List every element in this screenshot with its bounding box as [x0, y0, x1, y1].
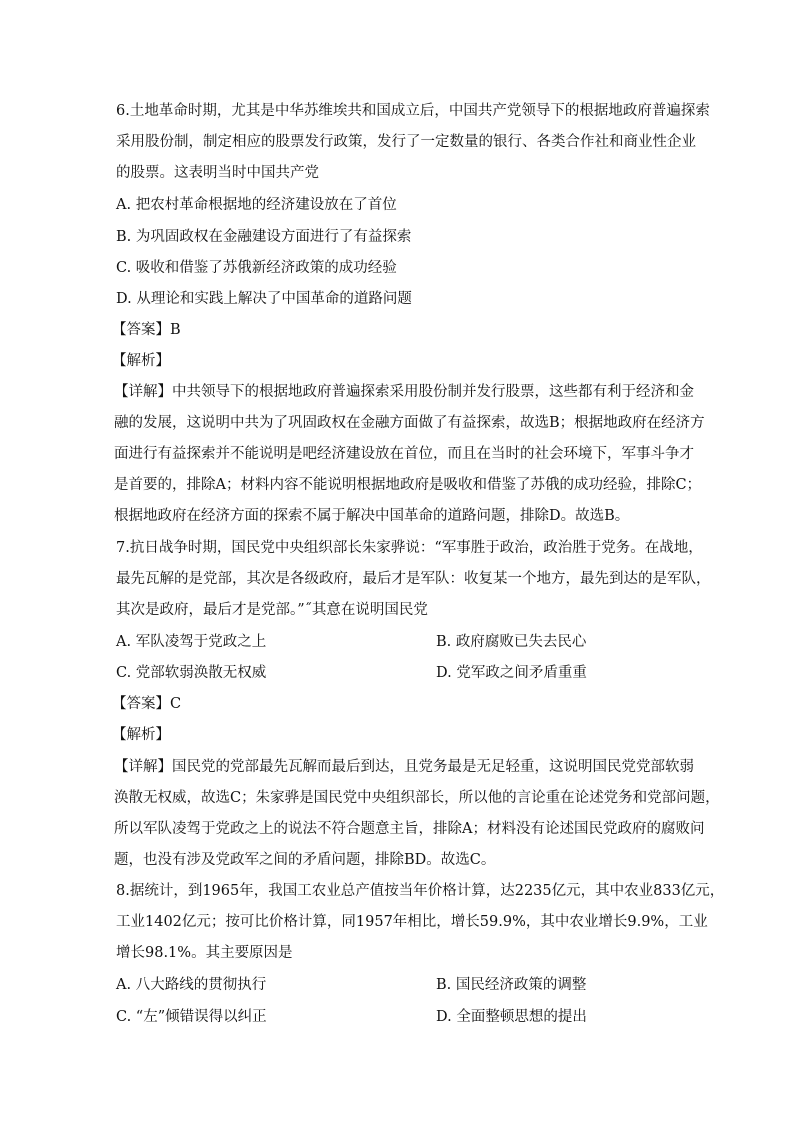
detail-line: 是首要的，排除A；材料内容不能说明根据地政府是吸收和借鉴了苏俄的成功经验，排除C； — [114, 477, 702, 493]
question-6-option-d: D. 从理论和实践上解决了中国革命的道路问题 — [116, 291, 412, 307]
question-7-options-row-1 — [116, 627, 682, 658]
question-8-options-row-2 — [116, 1002, 682, 1033]
question-7-option-c: C. 党部软弱涣散无权威 — [116, 665, 267, 681]
question-6-option-b: B. 为巩固政权在金融建设方面进行了有益探索 — [116, 229, 412, 245]
detail-line: 根据地政府在经济方面的探索不属于解决中国革命的道路问题，排除D。故选B。 — [114, 508, 630, 524]
question-8-stem — [116, 876, 725, 969]
question-7-option-b: B. 政府腐败已失去民心 — [436, 634, 587, 650]
detail-line: 涣散无权威，故选C；朱家骅是国民党中央组织部长，所以他的言论重在论述党务和党部问题， — [114, 790, 720, 806]
question-6-option-a: A. 把农村革命根据地的经济建设放在了首位 — [116, 197, 397, 213]
question-8-line: 增长98.1%。其主要原因是 — [116, 945, 293, 961]
question-6-stem — [116, 96, 710, 189]
question-7-options-row-2 — [116, 658, 682, 689]
question-8-options-row-1 — [116, 970, 682, 1001]
question-6-analysis-label: 【解析】 — [112, 353, 170, 369]
question-7-answer: 【答案】C — [112, 696, 182, 712]
question-8-option-c: C. “左”倾错误得以纠正 — [116, 1009, 267, 1025]
question-7-stem — [116, 533, 711, 626]
question-8-option-d: D. 全面整顿思想的提出 — [436, 1009, 587, 1025]
question-6-detail — [114, 377, 705, 532]
question-8-line: 工业1402亿元；按可比价格计算，同1957年相比，增长59.9%，其中农业增长9.9%，工业 — [116, 914, 708, 930]
question-6-option-c: C. 吸收和借鉴了苏俄新经济政策的成功经验 — [116, 260, 397, 276]
detail-line: 【详解】国民党的党部最先瓦解而最后到达，且党务最是无足轻重，这说明国民党党部软弱 — [114, 759, 694, 775]
detail-line: 题，也没有涉及党政军之间的矛盾问题，排除BD。故选C。 — [114, 852, 496, 868]
detail-line: 【详解】中共领导下的根据地政府普遍探索采用股份制并发行股票，这些都有利于经济和金 — [114, 384, 694, 400]
question-7-analysis-label: 【解析】 — [112, 727, 170, 743]
detail-line: 面进行有益探索并不能说明是吧经济建设放在首位，而且在当时的社会环境下，军事斗争才 — [114, 446, 694, 462]
question-7-line: 最先瓦解的是党部，其次是各级政府，最后才是军队：收复某一个地方，最先到达的是军队， — [116, 571, 711, 587]
question-7-detail — [114, 752, 720, 876]
question-7-option-a: A. 军队凌驾于党政之上 — [116, 634, 267, 650]
question-8-line: 8.据统计，到1965年，我国工农业总产值按当年价格计算，达2235亿元，其中农业833亿元， — [116, 883, 725, 899]
question-7-line: 7.抗日战争时期，国民党中央组织部长朱家骅说：“军事胜于政治，政治胜于党务。在战地， — [116, 540, 703, 556]
detail-line: 所以军队凌驾于党政之上的说法不符合题意主旨，排除A；材料没有论述国民党政府的腐败问 — [114, 821, 705, 837]
question-6-line: 采用股份制，制定相应的股票发行政策，发行了一定数量的银行、各类合作社和商业性企业 — [116, 134, 696, 150]
question-8-option-b: B. 国民经济政策的调整 — [436, 977, 587, 993]
question-6-line: 6.土地革命时期，尤其是中华苏维埃共和国成立后，中国共产党领导下的根据地政府普遍探索 — [116, 103, 710, 119]
question-8-option-a: A. 八大路线的贯彻执行 — [116, 977, 267, 993]
detail-line: 融的发展，这说明中共为了巩固政权在金融方面做了有益探索，故选B；根据地政府在经济方 — [114, 415, 705, 431]
question-6-line: 的股票。这表明当时中国共产党 — [116, 165, 319, 181]
question-6-answer: 【答案】B — [112, 322, 181, 338]
question-7-line: 其次是政府，最后才是党部。”˝其意在说明国民党 — [116, 602, 428, 618]
question-7-option-d: D. 党军政之间矛盾重重 — [436, 665, 587, 681]
